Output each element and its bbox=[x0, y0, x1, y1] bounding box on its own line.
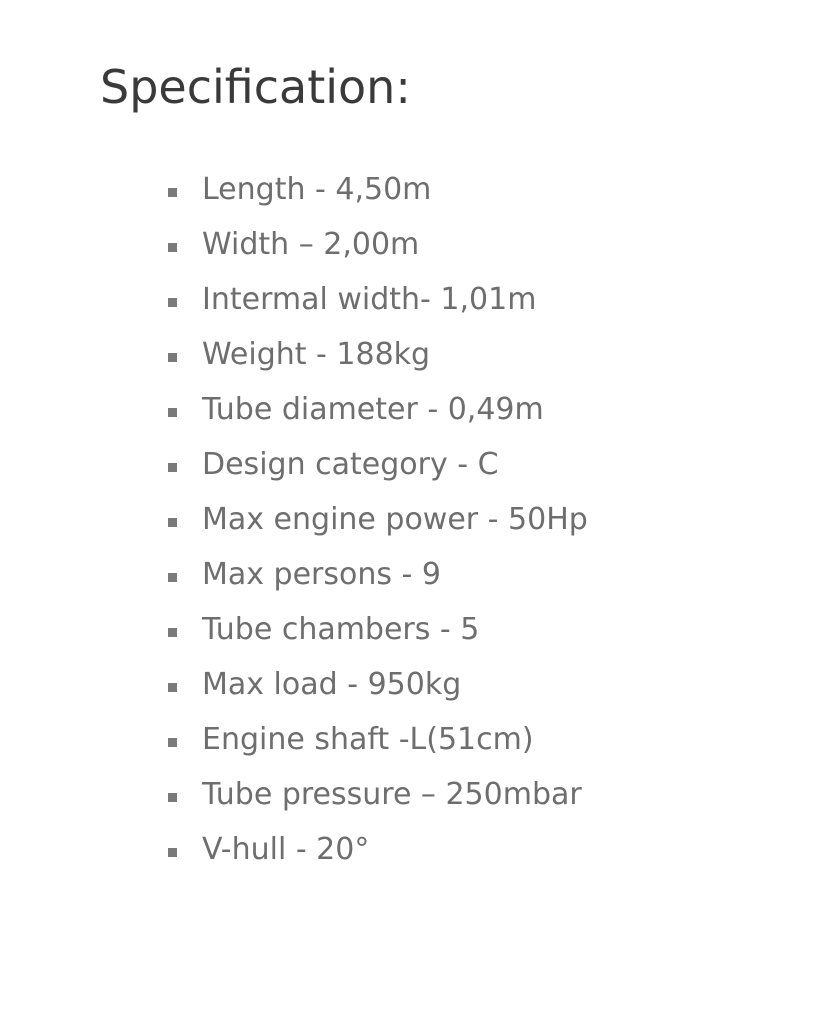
list-item bbox=[168, 502, 790, 538]
square-bullet-icon bbox=[168, 518, 177, 527]
square-bullet-icon bbox=[168, 353, 177, 362]
list-item bbox=[168, 777, 790, 813]
list-item-label: Tube diameter - 0,49m bbox=[202, 392, 544, 428]
square-bullet-icon bbox=[168, 848, 177, 857]
list-item-label: Max engine power - 50Hp bbox=[202, 502, 588, 538]
specification-list bbox=[100, 172, 790, 868]
list-item-label: Weight - 188kg bbox=[202, 337, 431, 373]
list-item bbox=[168, 722, 790, 758]
list-item-label: Engine shaft -L(51cm) bbox=[202, 722, 534, 758]
page-title: Specification: bbox=[100, 60, 411, 114]
list-item-label: Max load - 950kg bbox=[202, 667, 462, 703]
list-item-label: Tube chambers - 5 bbox=[202, 612, 480, 648]
square-bullet-icon bbox=[168, 463, 177, 472]
list-item bbox=[168, 392, 790, 428]
list-item bbox=[168, 557, 790, 593]
list-item bbox=[168, 282, 790, 318]
list-item bbox=[168, 172, 790, 208]
list-item-label: Max persons - 9 bbox=[202, 557, 442, 593]
list-item-label: Tube pressure – 250mbar bbox=[202, 777, 582, 813]
list-item bbox=[168, 612, 790, 648]
list-item-label: Width – 2,00m bbox=[202, 227, 420, 263]
square-bullet-icon bbox=[168, 793, 177, 802]
list-item-label: V-hull - 20° bbox=[202, 832, 370, 868]
list-item-label: Design category - C bbox=[202, 447, 499, 483]
list-item bbox=[168, 227, 790, 263]
square-bullet-icon bbox=[168, 298, 177, 307]
list-item bbox=[168, 447, 790, 483]
square-bullet-icon bbox=[168, 683, 177, 692]
square-bullet-icon bbox=[168, 628, 177, 637]
list-item-label: Intermal width- 1,01m bbox=[202, 282, 537, 318]
square-bullet-icon bbox=[168, 188, 177, 197]
square-bullet-icon bbox=[168, 408, 177, 417]
list-item-label: Length - 4,50m bbox=[202, 172, 432, 208]
square-bullet-icon bbox=[168, 738, 177, 747]
list-item bbox=[168, 337, 790, 373]
square-bullet-icon bbox=[168, 243, 177, 252]
list-item bbox=[168, 832, 790, 868]
list-item bbox=[168, 667, 790, 703]
square-bullet-icon bbox=[168, 573, 177, 582]
